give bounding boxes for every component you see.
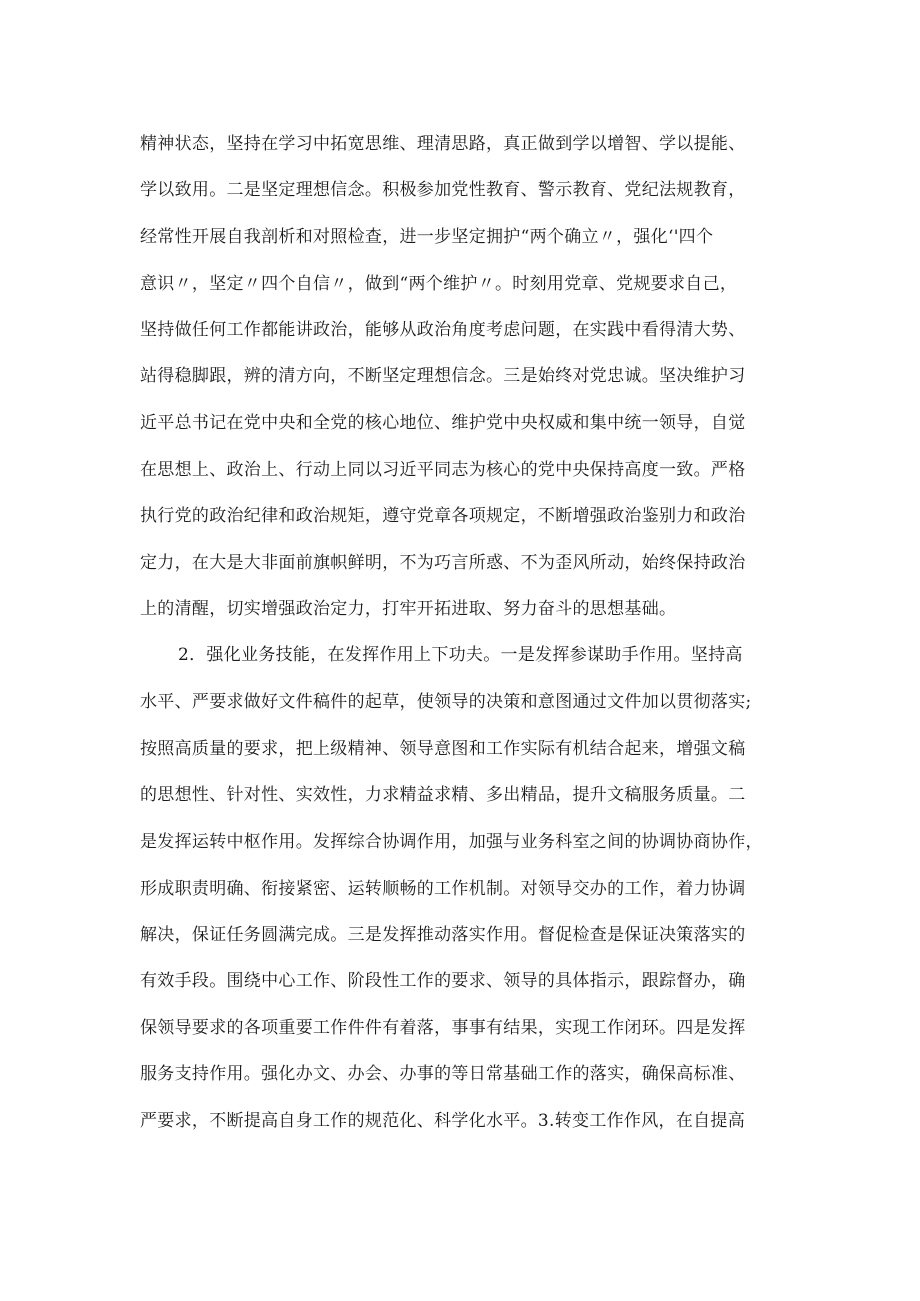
text-line: 意识〃，坚定〃四个自信〃，做到“两个维护〃。时刻用党章、党规要求自己， xyxy=(140,274,738,294)
text-line: 形成职责明确、衔接紧密、运转顺畅的工作机制。对领导交办的工作，着力协调 xyxy=(140,879,746,899)
text-line: 站得稳脚跟，辨的清方向，不断坚定理想信念。三是始终对党忠诚。坚决维护习 xyxy=(140,366,746,386)
text-line: 严要求，不断提高自身工作的规范化、科学化水平。3.转变工作作风，在自提高 xyxy=(140,1111,746,1131)
text-line: 在思想上、政治上、行动上同以习近平同志为核心的党中央保持高度一致。严格 xyxy=(140,460,746,480)
text-line: 服务支持作用。强化办文、办会、办事的等日常基础工作的落实，确保高标准、 xyxy=(140,1064,746,1084)
text-line: 有效手段。围绕中心工作、阶段性工作的要求、领导的具体指示，跟踪督办，确 xyxy=(140,971,746,991)
text-line: 是发挥运转中枢作用。发挥综合协调作用，加强与业务科室之间的协调协商协作， xyxy=(140,832,763,852)
text-line: 的思想性、针对性、实效性，力求精益求精、多出精品，提升文稿服务质量。二 xyxy=(140,785,746,805)
text-line: 保领导要求的各项重要工作件件有着落，事事有结果，实现工作闭环。四是发挥 xyxy=(140,1018,746,1038)
text-line: 按照高质量的要求，把上级精神、领导意图和工作实际有机结合起来，增强文稿 xyxy=(140,739,746,759)
text-line: 定力，在大是大非面前旗帜鲜明，不为巧言所惑、不为歪风所动，始终保持政治 xyxy=(140,553,746,573)
section-heading-line: 2．强化业务技能，在发挥作用上下功夫。一是发挥参谋助手作用。坚持高 xyxy=(178,645,743,665)
text-line: 执行党的政治纪律和政治规矩，遵守党章各项规定，不断增强政治鉴别力和政治 xyxy=(140,506,746,526)
text-line: 近平总书记在党中央和全党的核心地位、维护党中央权威和集中统一领导，自觉 xyxy=(140,413,746,433)
text-line: 学以致用。二是坚定理想信念。积极参加党性教育、警示教育、党纪法规教育， xyxy=(140,180,746,200)
text-line: 水平、严要求做好文件稿件的起草，使领导的决策和意图通过文件加以贯彻落实; xyxy=(140,692,752,712)
text-line: 经常性开展自我剖析和对照检查，进一步坚定拥护“两个确立〃，强化‘'四个 xyxy=(140,227,714,247)
text-line: 上的清醒，切实增强政治定力，打牢开拓进取、努力奋斗的思想基础。 xyxy=(140,599,677,619)
text-line: 坚持做任何工作都能讲政治，能够从政治角度考虑问题，在实践中看得清大势、 xyxy=(140,320,746,340)
text-line: 解决，保证任务圆满完成。三是发挥推动落实作用。督促检查是保证决策落实的 xyxy=(140,925,746,945)
text-line: 精神状态，坚持在学习中拓宽思维、理清思路，真正做到学以增智、学以提能、 xyxy=(140,134,746,154)
